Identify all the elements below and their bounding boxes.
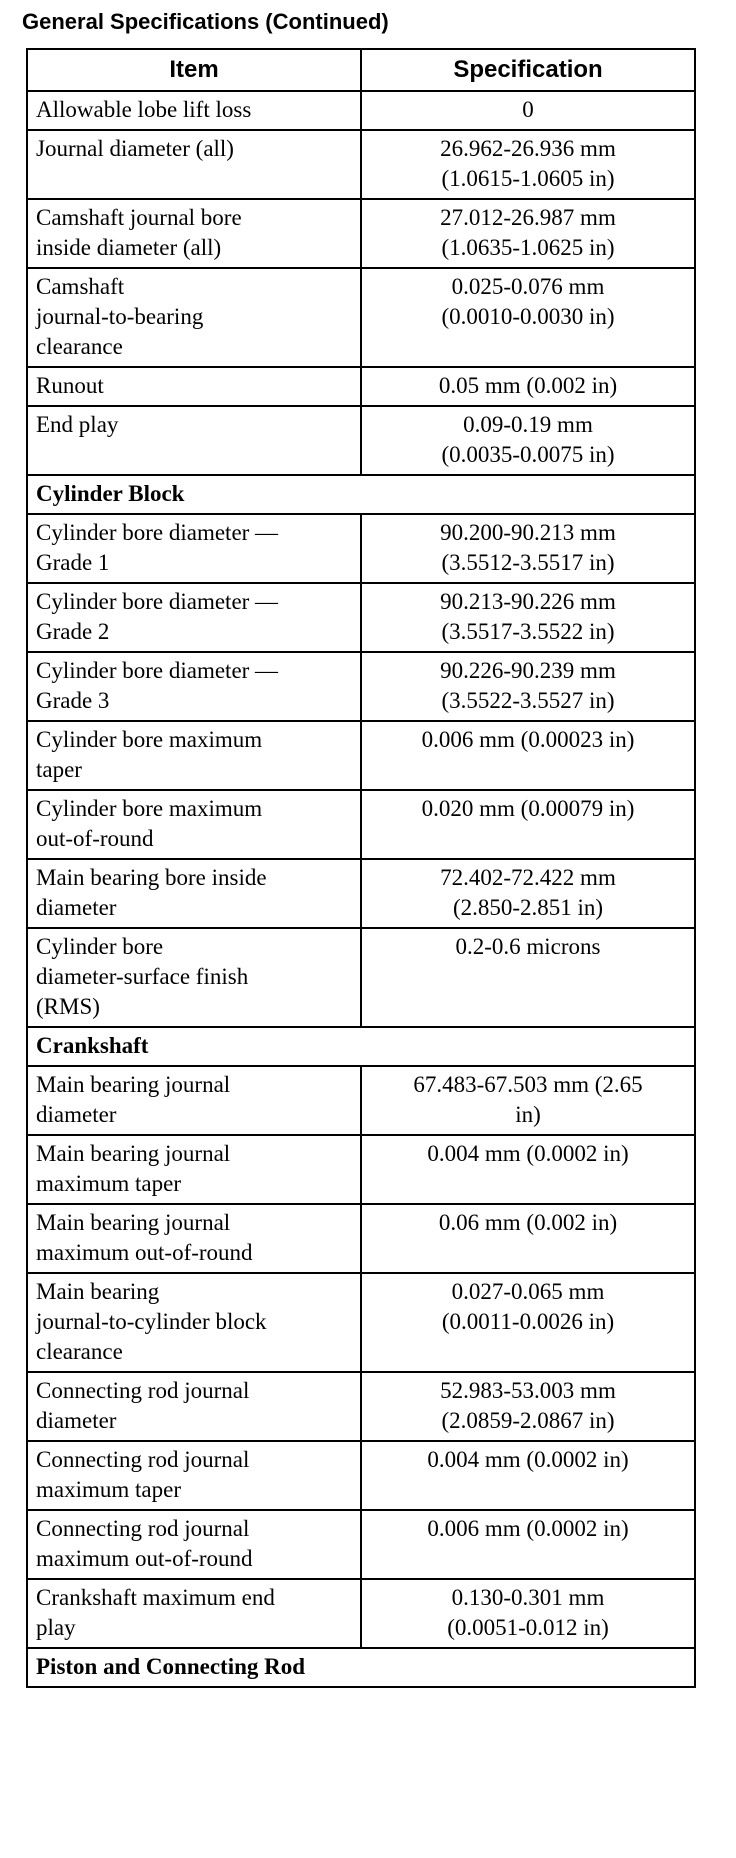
specification-text-line: 0.09-0.19 mm <box>463 412 593 437</box>
specification-cell <box>361 1579 695 1648</box>
item-text-line: Main bearing journal <box>36 1141 231 1166</box>
item-text-line: Cylinder bore diameter — <box>36 520 279 545</box>
item-text-line: out-of-round <box>36 826 154 851</box>
table-row <box>27 1135 695 1204</box>
table-row <box>27 1579 695 1648</box>
specification-text-line: (0.0010-0.0030 in) <box>441 304 615 329</box>
specification-text-line: 67.483-67.503 mm (2.65 <box>413 1072 643 1097</box>
item-cell <box>27 790 361 859</box>
specification-text-line: 90.226-90.239 mm <box>440 658 616 683</box>
table-row <box>27 928 695 1027</box>
item-cell <box>27 268 361 367</box>
specification-cell <box>361 199 695 268</box>
table-header-row <box>27 49 695 91</box>
specification-text-line: 26.962-26.936 mm <box>440 136 616 161</box>
table-row <box>27 790 695 859</box>
table-row <box>27 514 695 583</box>
specification-cell <box>361 268 695 367</box>
specification-cell <box>361 406 695 475</box>
item-cell <box>27 1204 361 1273</box>
specification-text-line: (3.5522-3.5527 in) <box>441 688 615 713</box>
item-text-line: Cylinder bore maximum <box>36 796 263 821</box>
item-cell <box>27 652 361 721</box>
specification-text-line: (3.5517-3.5522 in) <box>441 619 615 644</box>
specification-cell <box>361 721 695 790</box>
table-row <box>27 91 695 130</box>
table-row <box>27 130 695 199</box>
table-row <box>27 652 695 721</box>
item-cell <box>27 1135 361 1204</box>
specification-text-line: 90.213-90.226 mm <box>440 589 616 614</box>
table-row <box>27 721 695 790</box>
item-cell <box>27 1579 361 1648</box>
item-text-line: Grade 1 <box>36 550 110 575</box>
specification-text-line: 0.130-0.301 mm <box>451 1585 605 1610</box>
item-cell <box>27 1510 361 1579</box>
section-header: Piston and Connecting Rod <box>27 1648 695 1687</box>
item-text-line: journal-to-cylinder block <box>36 1309 267 1334</box>
specification-cell <box>361 1510 695 1579</box>
specification-text-line: 0.020 mm (0.00079 in) <box>421 796 635 821</box>
item-text-line: Cylinder bore diameter — <box>36 658 279 683</box>
item-text-line: Allowable lobe lift loss <box>36 97 252 122</box>
specification-text-line: (1.0615-1.0605 in) <box>441 166 615 191</box>
table-row <box>27 1372 695 1441</box>
specification-cell <box>361 1441 695 1510</box>
specification-text-line: 0.006 mm (0.00023 in) <box>421 727 635 752</box>
item-text-line: play <box>36 1615 76 1640</box>
specification-cell <box>361 790 695 859</box>
specification-cell <box>361 1066 695 1135</box>
specification-text-line: 0.027-0.065 mm <box>451 1279 605 1304</box>
specification-text-line: 0.006 mm (0.0002 in) <box>427 1516 629 1541</box>
specification-text-line: 0.05 mm (0.002 in) <box>438 373 618 398</box>
specification-text-line: (2.850-2.851 in) <box>452 895 604 920</box>
item-text-line: Main bearing <box>36 1279 160 1304</box>
item-text-line: Main bearing journal <box>36 1072 231 1097</box>
item-cell <box>27 1372 361 1441</box>
specification-text-line: 72.402-72.422 mm <box>440 865 616 890</box>
item-cell <box>27 859 361 928</box>
specification-text-line: 0.06 mm (0.002 in) <box>438 1210 618 1235</box>
item-text-line: Connecting rod journal <box>36 1516 250 1541</box>
table-row <box>27 1066 695 1135</box>
item-text-line: Main bearing journal <box>36 1210 231 1235</box>
specification-text-line: 90.200-90.213 mm <box>440 520 616 545</box>
specification-cell <box>361 91 695 130</box>
column-header-specification: Specification <box>361 49 695 91</box>
item-text-line: Cylinder bore <box>36 934 164 959</box>
section-header-row <box>27 1648 695 1687</box>
specification-cell <box>361 514 695 583</box>
item-text-line: Grade 3 <box>36 688 110 713</box>
table-row <box>27 583 695 652</box>
section-header: Cylinder Block <box>27 475 695 514</box>
item-text-line: maximum out-of-round <box>36 1240 253 1265</box>
item-text-line: Cylinder bore maximum <box>36 727 263 752</box>
item-text-line: Main bearing bore inside <box>36 865 267 890</box>
column-header-item: Item <box>27 49 361 91</box>
item-text-line: maximum taper <box>36 1477 181 1502</box>
specification-cell <box>361 583 695 652</box>
item-text-line: (RMS) <box>36 994 100 1019</box>
item-text-line: diameter <box>36 1102 117 1127</box>
specification-text-line: 0 <box>522 97 534 122</box>
item-text-line: diameter <box>36 895 117 920</box>
specification-cell <box>361 367 695 406</box>
specification-text-line: 52.983-53.003 mm <box>440 1378 616 1403</box>
table-row <box>27 1273 695 1372</box>
table-row <box>27 367 695 406</box>
item-cell <box>27 928 361 1027</box>
item-text-line: taper <box>36 757 82 782</box>
item-text-line: maximum out-of-round <box>36 1546 253 1571</box>
item-text-line: journal-to-bearing <box>36 304 204 329</box>
item-cell <box>27 406 361 475</box>
item-cell <box>27 583 361 652</box>
specification-text-line: (3.5512-3.5517 in) <box>441 550 615 575</box>
item-text-line: Camshaft <box>36 274 125 299</box>
item-text-line: Grade 2 <box>36 619 110 644</box>
specification-text-line: 0.004 mm (0.0002 in) <box>427 1141 629 1166</box>
item-text-line: Camshaft journal bore <box>36 205 242 230</box>
item-text-line: Crankshaft maximum end <box>36 1585 275 1610</box>
item-text-line: diameter <box>36 1408 117 1433</box>
table-body <box>27 91 695 1687</box>
specification-cell <box>361 859 695 928</box>
specification-text-line: (1.0635-1.0625 in) <box>441 235 615 260</box>
table-row <box>27 199 695 268</box>
item-text-line: Runout <box>36 373 104 398</box>
table-row <box>27 268 695 367</box>
table-row <box>27 859 695 928</box>
item-cell <box>27 721 361 790</box>
table-row <box>27 1204 695 1273</box>
specification-text-line: (0.0035-0.0075 in) <box>441 442 615 467</box>
item-cell <box>27 367 361 406</box>
specification-cell <box>361 130 695 199</box>
specification-cell <box>361 1135 695 1204</box>
specification-text-line: 27.012-26.987 mm <box>440 205 616 230</box>
item-cell <box>27 1273 361 1372</box>
item-text-line: maximum taper <box>36 1171 181 1196</box>
item-text-line: End play <box>36 412 119 437</box>
specification-text-line: (0.0011-0.0026 in) <box>441 1309 615 1334</box>
table-row <box>27 1441 695 1510</box>
table-row <box>27 406 695 475</box>
item-text-line: inside diameter (all) <box>36 235 222 260</box>
item-cell <box>27 1066 361 1135</box>
item-cell <box>27 199 361 268</box>
item-cell <box>27 1441 361 1510</box>
specification-text-line: 0.025-0.076 mm <box>451 274 605 299</box>
section-header-row <box>27 1027 695 1066</box>
item-cell <box>27 130 361 199</box>
item-cell <box>27 91 361 130</box>
table-row <box>27 1510 695 1579</box>
specification-cell <box>361 1204 695 1273</box>
specification-cell <box>361 1372 695 1441</box>
specification-text-line: (0.0051-0.012 in) <box>447 1615 609 1640</box>
specification-text-line: (2.0859-2.0867 in) <box>441 1408 615 1433</box>
item-text-line: Connecting rod journal <box>36 1447 250 1472</box>
specification-text-line: 0.2-0.6 microns <box>455 934 601 959</box>
item-cell <box>27 514 361 583</box>
section-header-row <box>27 475 695 514</box>
item-text-line: Journal diameter (all) <box>36 136 234 161</box>
item-text-line: diameter-surface finish <box>36 964 249 989</box>
specification-text-line: 0.004 mm (0.0002 in) <box>427 1447 629 1472</box>
specification-cell <box>361 652 695 721</box>
specifications-table <box>26 48 696 1688</box>
page-title: General Specifications (Continued) <box>22 9 389 34</box>
specification-cell <box>361 928 695 1027</box>
specification-cell <box>361 1273 695 1372</box>
item-text-line: Cylinder bore diameter — <box>36 589 279 614</box>
item-text-line: clearance <box>36 334 123 359</box>
item-text-line: Connecting rod journal <box>36 1378 250 1403</box>
section-header: Crankshaft <box>27 1027 695 1066</box>
item-text-line: clearance <box>36 1339 123 1364</box>
specification-text-line: in) <box>515 1102 541 1127</box>
